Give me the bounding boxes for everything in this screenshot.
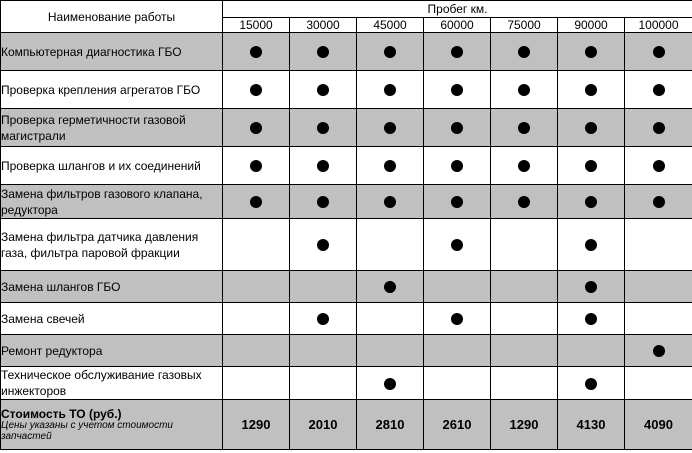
scheduled-dot-icon	[384, 122, 396, 134]
header-row-group	[1, 1, 692, 18]
schedule-cell	[558, 109, 625, 147]
scheduled-dot-icon	[250, 160, 262, 172]
scheduled-dot-icon	[250, 196, 262, 208]
km-header: 75000	[491, 18, 558, 33]
km-header: 30000	[290, 18, 357, 33]
scheduled-dot-icon	[451, 239, 463, 251]
km-header: 45000	[357, 18, 424, 33]
scheduled-dot-icon	[451, 160, 463, 172]
schedule-cell	[491, 271, 558, 303]
schedule-cell	[558, 271, 625, 303]
schedule-cell	[558, 219, 625, 271]
schedule-cell	[424, 33, 491, 71]
scheduled-dot-icon	[317, 122, 329, 134]
scheduled-dot-icon	[451, 313, 463, 325]
schedule-cell	[625, 219, 692, 271]
scheduled-dot-icon	[317, 239, 329, 251]
scheduled-dot-icon	[451, 84, 463, 96]
schedule-cell	[424, 303, 491, 335]
schedule-cell	[290, 185, 357, 219]
schedule-cell	[223, 335, 290, 367]
scheduled-dot-icon	[518, 84, 530, 96]
scheduled-dot-icon	[317, 196, 329, 208]
scheduled-dot-icon	[585, 46, 597, 58]
work-name-cell: Ремонт редуктора	[1, 335, 223, 367]
schedule-cell	[290, 71, 357, 109]
mileage-group-header: Пробег км.	[223, 1, 692, 18]
scheduled-dot-icon	[653, 160, 665, 172]
schedule-cell	[424, 147, 491, 185]
scheduled-dot-icon	[518, 122, 530, 134]
schedule-cell	[625, 109, 692, 147]
schedule-cell	[424, 219, 491, 271]
schedule-cell	[625, 71, 692, 109]
schedule-cell	[424, 71, 491, 109]
km-header: 90000	[558, 18, 625, 33]
work-name-cell: Замена шлангов ГБО	[1, 271, 223, 303]
schedule-cell	[223, 33, 290, 71]
schedule-cell	[625, 185, 692, 219]
schedule-cell	[223, 367, 290, 400]
schedule-cell	[424, 271, 491, 303]
table-row	[1, 185, 692, 219]
cost-value: 1290	[491, 400, 558, 450]
table-row	[1, 33, 692, 71]
scheduled-dot-icon	[384, 196, 396, 208]
cost-row	[1, 400, 692, 450]
schedule-cell	[424, 185, 491, 219]
table-row	[1, 367, 692, 400]
schedule-cell	[424, 367, 491, 400]
table-row	[1, 109, 692, 147]
schedule-cell	[290, 147, 357, 185]
scheduled-dot-icon	[250, 122, 262, 134]
table-row	[1, 147, 692, 185]
schedule-cell	[357, 367, 424, 400]
scheduled-dot-icon	[585, 84, 597, 96]
schedule-cell	[290, 271, 357, 303]
table-header	[1, 1, 692, 33]
schedule-cell	[424, 109, 491, 147]
cost-value: 2810	[357, 400, 424, 450]
scheduled-dot-icon	[653, 345, 665, 357]
table-body	[1, 33, 692, 400]
cost-value: 2010	[290, 400, 357, 450]
scheduled-dot-icon	[317, 84, 329, 96]
scheduled-dot-icon	[585, 122, 597, 134]
schedule-cell	[290, 219, 357, 271]
scheduled-dot-icon	[653, 46, 665, 58]
schedule-cell	[491, 109, 558, 147]
km-header: 100000	[625, 18, 692, 33]
schedule-cell	[625, 33, 692, 71]
table-row	[1, 71, 692, 109]
schedule-cell	[491, 147, 558, 185]
schedule-cell	[357, 271, 424, 303]
schedule-cell	[625, 367, 692, 400]
schedule-cell	[558, 71, 625, 109]
scheduled-dot-icon	[518, 160, 530, 172]
scheduled-dot-icon	[451, 122, 463, 134]
scheduled-dot-icon	[384, 281, 396, 293]
table-footer	[1, 400, 692, 450]
schedule-cell	[357, 303, 424, 335]
schedule-cell	[223, 271, 290, 303]
work-name-cell: Замена фильтров газового клапана, редуктора	[1, 185, 223, 219]
schedule-cell	[357, 335, 424, 367]
table-row	[1, 219, 692, 271]
work-name-cell: Техническое обслуживание газовых инжекторов	[1, 367, 223, 400]
scheduled-dot-icon	[518, 46, 530, 58]
schedule-cell	[625, 147, 692, 185]
table-row	[1, 303, 692, 335]
schedule-cell	[223, 303, 290, 335]
schedule-cell	[223, 219, 290, 271]
schedule-cell	[357, 33, 424, 71]
schedule-cell	[625, 335, 692, 367]
cost-label-cell	[1, 400, 223, 450]
schedule-cell	[223, 109, 290, 147]
scheduled-dot-icon	[585, 160, 597, 172]
schedule-cell	[290, 367, 357, 400]
cost-note: Цены указаны с учетом стоимости запчастей	[1, 419, 173, 442]
scheduled-dot-icon	[451, 46, 463, 58]
cost-value: 2610	[424, 400, 491, 450]
scheduled-dot-icon	[317, 46, 329, 58]
scheduled-dot-icon	[451, 196, 463, 208]
scheduled-dot-icon	[384, 160, 396, 172]
schedule-cell	[491, 33, 558, 71]
scheduled-dot-icon	[585, 281, 597, 293]
scheduled-dot-icon	[250, 84, 262, 96]
schedule-cell	[558, 367, 625, 400]
schedule-cell	[424, 335, 491, 367]
work-name-cell: Замена свечей	[1, 303, 223, 335]
scheduled-dot-icon	[653, 196, 665, 208]
work-name-cell: Проверка герметичности газовой магистрали	[1, 109, 223, 147]
schedule-cell	[558, 303, 625, 335]
schedule-cell	[491, 71, 558, 109]
scheduled-dot-icon	[653, 84, 665, 96]
scheduled-dot-icon	[384, 84, 396, 96]
schedule-cell	[491, 219, 558, 271]
schedule-cell	[491, 303, 558, 335]
schedule-cell	[290, 109, 357, 147]
scheduled-dot-icon	[384, 46, 396, 58]
table-row	[1, 335, 692, 367]
scheduled-dot-icon	[585, 313, 597, 325]
km-header: 15000	[223, 18, 290, 33]
work-name-cell: Проверка крепления агрегатов ГБО	[1, 71, 223, 109]
work-name-cell: Замена фильтра датчика давления газа, фильтра паровой фракции	[1, 219, 223, 271]
cost-value: 4090	[625, 400, 692, 450]
scheduled-dot-icon	[585, 196, 597, 208]
schedule-cell	[357, 219, 424, 271]
schedule-cell	[558, 33, 625, 71]
schedule-cell	[491, 185, 558, 219]
schedule-cell	[290, 335, 357, 367]
cost-value: 1290	[223, 400, 290, 450]
schedule-cell	[558, 185, 625, 219]
scheduled-dot-icon	[653, 122, 665, 134]
km-header: 60000	[424, 18, 491, 33]
scheduled-dot-icon	[518, 196, 530, 208]
schedule-cell	[625, 303, 692, 335]
schedule-cell	[223, 71, 290, 109]
schedule-cell	[290, 303, 357, 335]
work-name-cell: Компьютерная диагностика ГБО	[1, 33, 223, 71]
schedule-cell	[558, 147, 625, 185]
scheduled-dot-icon	[250, 46, 262, 58]
schedule-cell	[290, 33, 357, 71]
schedule-cell	[558, 335, 625, 367]
scheduled-dot-icon	[585, 378, 597, 390]
schedule-cell	[357, 71, 424, 109]
schedule-cell	[357, 185, 424, 219]
table-row	[1, 271, 692, 303]
schedule-cell	[223, 147, 290, 185]
work-name-cell: Проверка шлангов и их соединений	[1, 147, 223, 185]
cost-value: 4130	[558, 400, 625, 450]
schedule-cell	[357, 147, 424, 185]
work-name-header: Наименование работы	[1, 1, 223, 33]
schedule-cell	[491, 367, 558, 400]
schedule-cell	[223, 185, 290, 219]
schedule-cell	[491, 335, 558, 367]
scheduled-dot-icon	[317, 313, 329, 325]
schedule-cell	[357, 109, 424, 147]
scheduled-dot-icon	[317, 160, 329, 172]
scheduled-dot-icon	[384, 378, 396, 390]
cost-title: Стоимость ТО (руб.)	[1, 406, 122, 421]
scheduled-dot-icon	[585, 239, 597, 251]
schedule-cell	[625, 271, 692, 303]
